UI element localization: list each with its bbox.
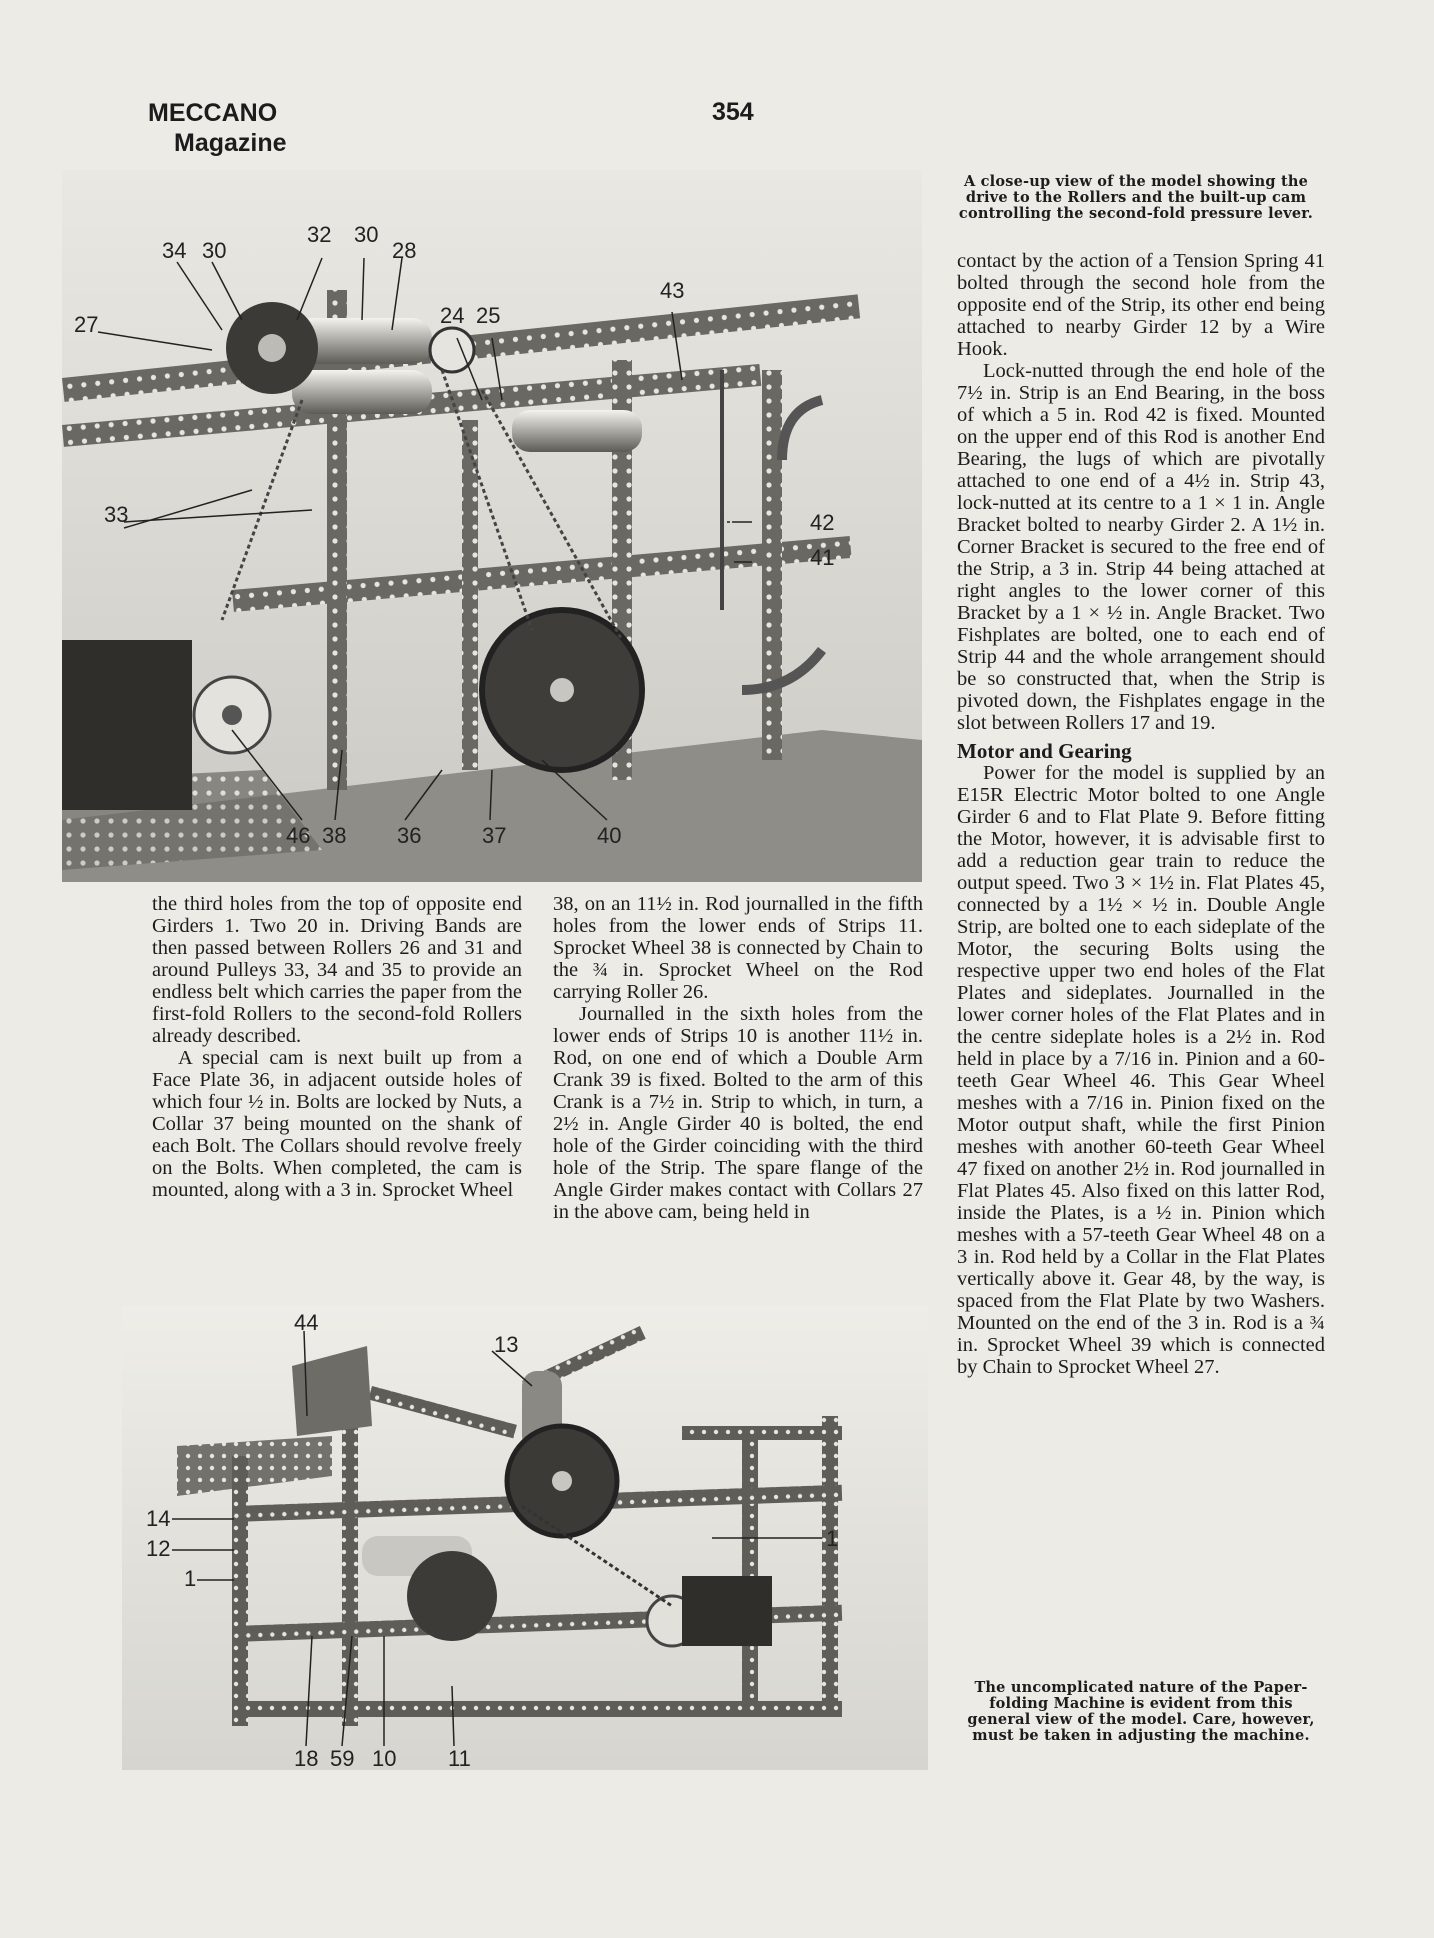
fig2-label: 59 bbox=[330, 1746, 355, 1770]
fig1-label: 46 bbox=[286, 823, 311, 848]
paragraph: contact by the action of a Tension Spring 41 bolted through the second hole from the opposite end of the Strip, its other end being attached to nearby Girder 12 by a Wire Hook. bbox=[957, 250, 1325, 360]
paragraph: the third holes from the top of opposite end Girders 1. Two 20 in. Driving Bands are then passed between Rollers 26 and 31 and around Pulleys 33, 34 and 35 to provide an endless belt which carries the paper from the first-fold Rollers to the second-fold Rollers already described. bbox=[152, 893, 522, 1047]
top-caption: A close-up view of the model showing the drive to the Rollers and the built-up cam controlling the second-fold pressure lever. bbox=[958, 173, 1314, 222]
text-column-middle bbox=[553, 893, 923, 1223]
fig2-label: 13 bbox=[494, 1332, 519, 1357]
fig1-label: 30 bbox=[354, 222, 379, 247]
paragraph: Power for the model is supplied by an E15R Electric Motor bolted to one Angle Girder 6 and to Flat Plate 9. Before fitting the Motor, however, it is advisable first to add a reduction gear train to reduce the output speed. Two 3 × 1½ in. Flat Plates 45, connected by a 1½ × ½ in. Double Angle Strip, are bolted one to each sideplate of the Motor, the securing Bolts using the respective upper two end holes of the Flat Plates and sideplates. Journalled in the lower corner holes of the Flat Plates and in the centre sideplate holes is a 2½ in. Rod held in place by a 7/16 in. Pinion and a 60-teeth Gear Wheel 46. This Gear Wheel meshes with a 7/16 in. Pinion fixed on the Motor output shaft, while the first Pinion meshes with another 60-teeth Gear Wheel 47 fixed on another 2½ in. Rod journalled in Flat Plates 45. Also fixed on this latter Rod, inside the Plates, is a ½ in. Pinion which meshes with a 57-teeth Gear Wheel 48 on a 3 in. Rod held by a Collar in the Flat Plates vertically above it. Gear 48, by the way, is spaced from the Flat Plate by two Washers. Mounted on the end of the 3 in. Rod is a ¾ in. Sprocket Wheel 39 which is connected by Chain to Sprocket Wheel 27. bbox=[957, 762, 1325, 1378]
fig1-label: 40 bbox=[597, 823, 622, 848]
paragraph: 38, on an 11½ in. Rod journalled in the fifth holes from the lower ends of Strips 11. Sprocket Wheel 38 is connected by Chain to the ¾ in. Sprocket Wheel on the Rod carrying Roller 26. bbox=[553, 893, 923, 1003]
fig1-label: 37 bbox=[482, 823, 507, 848]
fig1-label: 25 bbox=[476, 303, 501, 328]
general-view-photo bbox=[122, 1306, 928, 1770]
fig2-label: 11 bbox=[448, 1746, 471, 1770]
fig1-label: 24 bbox=[440, 303, 465, 328]
text-column-right bbox=[957, 250, 1325, 1378]
fig2-label: 44 bbox=[294, 1310, 319, 1335]
fig2-label: 14 bbox=[146, 1506, 171, 1531]
fig1-label: 33 bbox=[104, 502, 129, 527]
fig1-label: 34 bbox=[162, 238, 187, 263]
fig1-label: 30 bbox=[202, 238, 227, 263]
general-view-illustration bbox=[122, 1306, 928, 1770]
fig1-label: 38 bbox=[322, 823, 347, 848]
masthead-line1: MECCANO bbox=[148, 99, 278, 127]
paragraph: A special cam is next built up from a Face Plate 36, in adjacent outside holes of which four ½ in. Bolts are locked by Nuts, a Collar 37 being mounted on the shank of each Bolt. The Collars should revolve freely on the Bolts. When completed, the cam is mounted, along with a 3 in. Sprocket Wheel bbox=[152, 1047, 522, 1201]
fig2-label: 1 bbox=[184, 1566, 197, 1591]
fig1-label: 28 bbox=[392, 238, 417, 263]
bottom-caption: The uncomplicated nature of the Paper-folding Machine is evident from this general view of the model. Care, however, must be taken in adjusting the machine. bbox=[967, 1679, 1315, 1744]
fig2-label: 10 bbox=[372, 1746, 397, 1770]
close-up-photo bbox=[62, 170, 922, 882]
fig1-label: 27 bbox=[74, 312, 99, 337]
masthead-line2: Magazine bbox=[174, 129, 287, 157]
fig1-label: 43 bbox=[660, 278, 685, 303]
close-up-illustration bbox=[62, 170, 922, 882]
fig1-label: 42 bbox=[810, 510, 835, 535]
fig1-label: 41 bbox=[810, 545, 835, 570]
fig1-label: 36 bbox=[397, 823, 422, 848]
fig1-label: 32 bbox=[307, 222, 332, 247]
paragraph: Lock-nutted through the end hole of the 7½ in. Strip is an End Bearing, in the boss of which a 5 in. Rod 42 is fixed. Mounted on the upper end of this Rod is another End Bearing, the lugs of which are pivotally attached to one end of a 4½ in. Strip 43, lock-nutted at its centre to a 1 × 1 in. Angle Bracket bolted to nearby Girder 2. A 1½ in. Corner Bracket is secured to the free end of the Strip, a 3 in. Strip 44 being attached at right angles to the lower corner of this Bracket by a 1 × ½ in. Angle Bracket. Two Fishplates are bolted, one to each end of Strip 44 and the whole arrangement should be so constructed that, when the Strip is pivoted down, the Fishplates engage in the slot between Rollers 17 and 19. bbox=[957, 360, 1325, 734]
section-heading: Motor and Gearing bbox=[957, 739, 1132, 763]
masthead bbox=[148, 98, 287, 158]
fig2-label: 12 bbox=[146, 1536, 171, 1561]
page-number: 354 bbox=[712, 98, 754, 126]
fig2-label: 18 bbox=[294, 1746, 319, 1770]
fig2-label: 1 bbox=[826, 1526, 839, 1551]
text-column-left bbox=[152, 893, 522, 1201]
paragraph: Journalled in the sixth holes from the lower ends of Strips 10 is another 11½ in. Rod, on one end of which a Double Arm Crank 39 is fixed. Bolted to the arm of this Crank is a 7½ in. Strip to which, in turn, a 2½ in. Angle Girder 40 is bolted, the end hole of the Girder coinciding with the third hole of the Strip. The spare flange of the Angle Girder makes contact with Collars 27 in the above cam, being held in bbox=[553, 1003, 923, 1223]
